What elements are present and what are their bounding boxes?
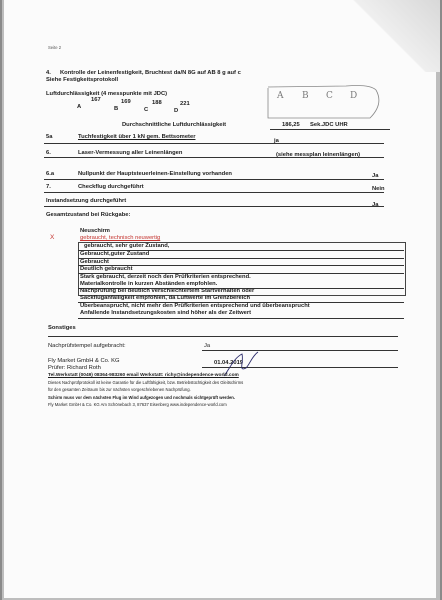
section4-title: Kontrolle der Leinenfestigkeit, Bruchtest da/N 8G auf AB 8 g auf c bbox=[60, 70, 241, 76]
row-6-value: (siehe messplan leinenlängen) bbox=[276, 152, 361, 158]
row-7-line bbox=[44, 192, 384, 193]
porosity-value-b: 169 bbox=[121, 99, 131, 105]
row-6a-value: Ja bbox=[372, 173, 379, 179]
porosity-average-label: Durchschnittliche Luftdurchlässigkeit bbox=[122, 122, 227, 128]
hand-letter-a: A bbox=[277, 91, 285, 101]
porosity-letter-c: C bbox=[144, 107, 149, 113]
sonstiges-line bbox=[48, 336, 398, 337]
row-5a-line bbox=[44, 143, 384, 144]
folded-corner bbox=[322, 0, 440, 72]
handwritten-circle bbox=[266, 84, 386, 122]
condition-divider bbox=[78, 318, 404, 319]
row-7-number: 7. bbox=[46, 184, 51, 190]
row-7-label: Checkflug durchgeführt bbox=[78, 184, 144, 190]
contact-line: Tel.Werkstatt (0049) 08364-983260 email Werkstatt: richy@independence-world.com bbox=[48, 373, 239, 378]
section4-number: 4. bbox=[46, 70, 51, 76]
disclaimer-1: Dieses Nachprüfprotokoll ist keine Garantie für die Luftfähigkeit, bzw. Betriebstüchtigkeit des Gleitschirms bbox=[48, 380, 244, 385]
porosity-label: Luftdurchlässigkeit (4 messpunkte mit JDC) bbox=[46, 91, 168, 97]
condition-option-3: Gebraucht bbox=[80, 259, 109, 265]
condition-option-9: Überbeansprucht, nicht mehr den Prüfkriterien entsprechend und überbeansprucht bbox=[80, 303, 310, 309]
porosity-average-value: 186,25 bbox=[282, 122, 300, 128]
row-6-line bbox=[44, 157, 384, 158]
stamp-label: Nachprüfstempel aufgebracht: bbox=[48, 343, 126, 349]
sonstiges-label: Sonstiges bbox=[48, 325, 76, 331]
row-5a-number: 5a bbox=[46, 134, 53, 140]
condition-option-5: Stark gebraucht, derzeit noch den Prüfkriterien entsprechend. bbox=[80, 274, 251, 280]
overall-label: Gesamtzustand bei Rückgabe: bbox=[46, 212, 131, 218]
porosity-letter-b: B bbox=[114, 106, 119, 112]
document-page bbox=[4, 0, 436, 598]
repair-line bbox=[44, 206, 384, 207]
average-underline bbox=[270, 129, 390, 130]
condition-divider bbox=[78, 258, 404, 259]
porosity-unit: Sek.JDC UHR bbox=[310, 122, 348, 128]
hand-letter-c: C bbox=[326, 91, 334, 101]
overall-mark: X bbox=[50, 234, 55, 241]
porosity-value-d: 221 bbox=[180, 101, 190, 107]
hand-letter-d: D bbox=[350, 91, 359, 101]
section4-subtitle: Siehe Festigkeitsprotokoll bbox=[46, 77, 119, 83]
porosity-letter-a: A bbox=[77, 104, 82, 110]
condition-option-2: Gebraucht,guter Zustand bbox=[80, 251, 150, 257]
porosity-value-a: 167 bbox=[91, 97, 101, 103]
row-5a-value: ja bbox=[274, 138, 279, 144]
overall-selected: gebraucht, technisch neuwertig bbox=[80, 235, 161, 241]
condition-option-7: Nachprüfung bei deutlich verschlechtertem Startverhalten oder bbox=[80, 288, 255, 294]
hand-letter-b: B bbox=[302, 91, 310, 101]
repair-label: Instandsetzung durchgeführt bbox=[46, 198, 127, 204]
disclaimer-2: für den gesamten Zeitraum bis zur nächsten vorgeschriebenen Nachprüfung. bbox=[48, 387, 191, 392]
condition-option-8: Sackfluganfälligkeit empfohlen, da Luftwerte im Grenzbereich bbox=[80, 295, 251, 301]
repair-value: Ja bbox=[372, 202, 379, 208]
row-6a-number: 6.a bbox=[46, 171, 55, 177]
overall-heading: Neuschirm bbox=[80, 228, 110, 234]
page-label: Seite 2 bbox=[48, 45, 62, 50]
porosity-value-c: 188 bbox=[152, 100, 162, 106]
condition-option-6: Materialkontrolle in kurzen Abständen empfohlen. bbox=[80, 281, 218, 287]
condition-option-10: Anfallende Instandsetzungskosten sind höher als der Zeitwert bbox=[80, 310, 252, 316]
row-6a-label: Nullpunkt der Hauptsteuerleinen-Einstellung vorhanden bbox=[78, 171, 232, 177]
row-6a-line bbox=[44, 179, 384, 180]
row-6-number: 6. bbox=[46, 150, 51, 156]
porosity-letter-d: D bbox=[174, 108, 179, 114]
row-5a-label: Tuchfestigkeit über 1 kN gem. Bettsometer bbox=[78, 134, 196, 140]
signature-date: 01.04.2019 bbox=[214, 360, 244, 366]
inspector-name: Prüfer: Richard Roth bbox=[48, 365, 101, 371]
condition-option-4: Deutlich gebraucht bbox=[80, 266, 133, 272]
disclaimer-3: Schirm muss vor dem nächsten Flug im Wind aufgezogen und nochmals sichtgeprüft werden. bbox=[48, 395, 236, 400]
condition-option-1: gebraucht, sehr guter Zustand, bbox=[84, 243, 170, 249]
company-name: Fly Market GmbH & Co. KG bbox=[48, 358, 120, 364]
stamp-value: Ja bbox=[204, 343, 211, 349]
row-7-value: Nein bbox=[372, 186, 385, 192]
row-6-label: Laser-Vermessung aller Leinenlängen bbox=[78, 150, 183, 156]
company-address: Fly Market GmbH & Co. KG Am Schönebach 3, 87637 Eisenberg www.independence-world.com bbox=[48, 402, 227, 407]
